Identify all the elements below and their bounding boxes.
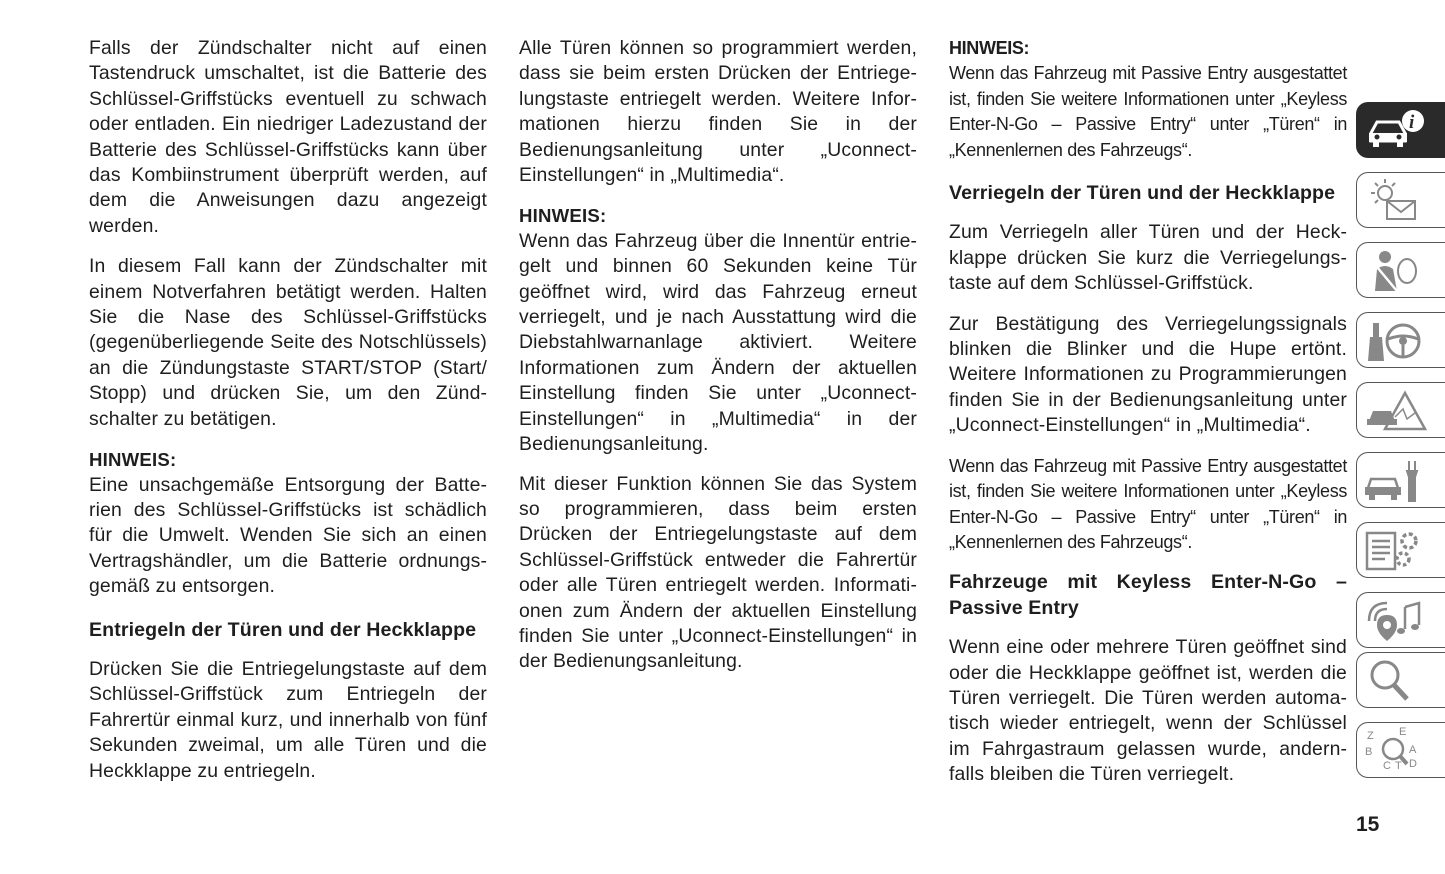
multimedia-icon	[1363, 597, 1427, 643]
starting-driving-icon	[1363, 317, 1427, 363]
index-letter: E	[1399, 727, 1407, 738]
index-letter: A	[1409, 744, 1417, 756]
tab-warning-lights-messages[interactable]	[1356, 172, 1445, 228]
svg-text:i: i	[1409, 112, 1415, 133]
column-1	[89, 36, 487, 799]
safety-airbag-icon	[1363, 247, 1427, 293]
index-letter: Z	[1367, 730, 1374, 742]
tab-starting-driving[interactable]	[1356, 312, 1445, 368]
index-letter: D	[1409, 758, 1417, 770]
emergency-icon	[1363, 387, 1427, 433]
note-block	[519, 203, 917, 457]
search-icon	[1363, 657, 1427, 703]
paragraph: Wenn eine oder mehrere Türen geöffnet sind oder die Heckklappe geöffnet ist, werden die Türen verriegelt. Die Türen werden automatisch wieder entriegelt, wenn der Schlüssel im Fahrgastraum gelassen wurde, andernfalls bleiben die Türen verriegelt.	[949, 636, 1347, 786]
tab-search[interactable]	[1356, 652, 1445, 708]
paragraph: Falls der Zündschalter nicht auf einen Tastendruck umschaltet, ist die Batterie des Schlüssel-Griffstücks eventuell zu schwach oder entladen. Ein niedriger Ladezustand der Batterie des Schlüssel-Griffstücks kann über das Kombiinstrument überprüft werden, auf dem die Anweisungen dazu angezeigt werden.	[89, 37, 487, 237]
paragraph: Zum Verriegeln aller Türen und der Heckklappe drücken Sie kurz die Verriegelungstaste auf dem Schlüssel-Griffstück.	[949, 221, 1347, 295]
paragraph: Mit dieser Funktion können Sie das System so programmieren, dass beim ersten Drücken der Entriegelungstaste auf dem Schlüssel-Griffstück entweder die Fahrertür oder alle Türen entriegelt werden. Informationen zum Ändern der aktuellen Einstellung finden Sie unter „Uconnect-Einstellungen“ in der Bedienungsanleitung.	[519, 472, 917, 673]
tab-safety[interactable]	[1356, 242, 1445, 298]
section-heading: Entriegeln der Türen und der Heckklappe	[89, 618, 477, 641]
index-letter: B	[1365, 746, 1373, 758]
paragraph: In diesem Fall kann der Zündschalter mit einem Notverfahren betätigt werden. Halten Sie die Nase des Schlüssel-Griffstücks (gegenüberliegende Seite des Notschlüssels) an die Zündungstaste START/STOP (Start/ Stopp) und drücken Sie, um den Zündschalter zu betätigen.	[89, 255, 487, 430]
tab-emergency[interactable]	[1356, 382, 1445, 438]
note-block	[949, 36, 1347, 163]
tab-car-info[interactable]	[1356, 102, 1445, 158]
index-letter: T	[1395, 760, 1402, 772]
paragraph: Drücken Sie die Entriegelungstaste auf dem Schlüssel-Griffstück zum Entriegeln der Fahrertür einmal kurz, und innerhalb von fünf Sekunden zweimal, um alle Türen und die Heckklappe zu entriegeln.	[89, 657, 487, 782]
maintenance-icon	[1363, 457, 1427, 503]
note-label: HINWEIS:	[89, 449, 177, 471]
note-text: Eine unsachgemäße Entsorgung der Batterien des Schlüssel-Griffstücks ist schädlich für die Umwelt. Wenden Sie sich an einen Vertragshändler, um die Batterie ordnungsgemäß zu entsorgen.	[89, 473, 487, 598]
section-heading: Fahrzeuge mit Keyless Enter-N-Go – Passive Entry	[949, 571, 1347, 619]
section-heading: Verriegeln der Türen und der Heckklappe	[949, 182, 1336, 205]
note-label: HINWEIS:	[949, 38, 1030, 58]
warning-lights-message-icon	[1363, 177, 1427, 223]
paragraph: Alle Türen können so programmiert werden, dass sie beim ersten Drücken der Entriegelungstaste entriegelt werden. Weitere Informationen hierzu finden Sie in der Bedienungsanleitung unter „Uconnect-Einstellungen“ in „Multimedia“.	[519, 37, 917, 187]
note-text: Wenn das Fahrzeug über die Innentür entriegelt und binnen 60 Sekunden keine Tür geöffnet wird, wird das Fahrzeug erneut verriegelt, und je nach Ausstattung wird die Diebstahlwarnanlage aktiviert. Weitere Informationen zum Ändern der aktuellen Einstellung finden Sie unter „Uconnect-Einstellungen“ in „Multimedia“ in der Bedienungsanleitung.	[519, 229, 917, 456]
technical-data-icon	[1363, 527, 1427, 573]
tab-maintenance[interactable]	[1356, 452, 1445, 508]
column-2	[519, 36, 917, 690]
tab-technical-data[interactable]	[1356, 522, 1445, 578]
note-text: Wenn das Fahrzeug mit Passive Entry ausgestattet ist, finden Sie weitere Informationen unter „Keyless Enter-N-Go – Passive Entry“ unter „Türen“ in „Kennenlernen des Fahrzeugs“.	[949, 63, 1347, 160]
note-block	[89, 447, 487, 599]
page-number: 15	[1356, 813, 1380, 836]
tab-alphabetical-index[interactable]	[1356, 722, 1445, 778]
column-3	[949, 36, 1347, 803]
paragraph: Wenn das Fahrzeug mit Passive Entry ausgestattet ist, finden Sie weitere Informationen unter „Keyless Enter-N-Go – Passive Entry“ unter „Türen“ in „Kennenlernen des Fahrzeugs“.	[949, 455, 1347, 552]
alphabetical-index-icon	[1363, 727, 1427, 773]
paragraph: Zur Bestätigung des Verriegelungssignals blinken die Blinker und die Hupe ertönt. Weitere Informationen zu Programmierungen finden Sie in der Bedienungsanleitung unter „Uconnect-Einstellungen“ in „Multimedia“.	[949, 312, 1347, 437]
car-info-icon	[1363, 107, 1427, 153]
tab-multimedia[interactable]	[1356, 592, 1445, 648]
note-label: HINWEIS:	[519, 205, 607, 227]
index-letter: C	[1383, 760, 1391, 772]
